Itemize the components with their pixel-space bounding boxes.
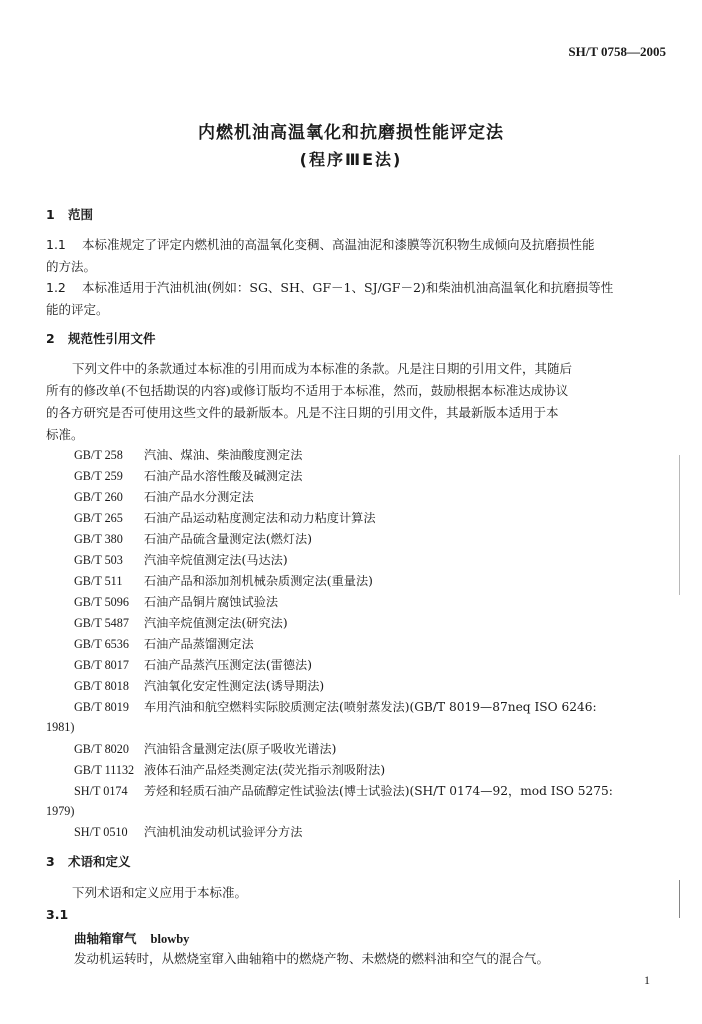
clause-1-2-number: 1.2: [46, 280, 66, 295]
document-title: 内燃机油高温氧化和抗磨损性能评定法: [198, 123, 504, 143]
section-2-intro-line1: 下列文件中的条款通过本标准的引用而成为本标准的条款。凡是注日期的引用文件，其随后: [72, 361, 573, 376]
reference-title: 汽油氧化安定性测定法(诱导期法): [144, 679, 325, 693]
section-3-title: 术语和定义: [68, 854, 131, 869]
term-entry: [74, 929, 189, 947]
section-1-number: 1: [46, 207, 55, 222]
reference-item: [74, 467, 302, 485]
reference-title: 石油产品水溶性酸及碱测定法: [144, 469, 303, 483]
reference-code: SH/T 0510: [74, 825, 128, 839]
reference-code: GB/T 380: [74, 532, 123, 546]
reference-item: [74, 614, 288, 632]
reference-code: GB/T 503: [74, 553, 123, 567]
section-2-intro-line2: 所有的修改单(不包括勘误的内容)或修订版均不适用于本标准，然而，鼓励根据本标准达成协议: [46, 383, 569, 398]
reference-item: [74, 677, 324, 695]
reference-title: 石油产品铜片腐蚀试验法: [144, 595, 279, 609]
term-definition: 发动机运转时，从燃烧室窜入曲轴箱中的燃烧产物、未燃烧的燃料油和空气的混合气。: [74, 951, 550, 966]
clause-1-1-text-line2: 的方法。: [46, 259, 97, 274]
scan-artifact-line: [679, 880, 680, 918]
reference-title: 石油产品蒸汽压测定法(雷德法): [144, 658, 312, 672]
reference-title: 汽油辛烷值测定法(研究法): [144, 616, 288, 630]
clause-1-1-text-line1: 本标准规定了评定内燃机油的高温氧化变稠、高温油泥和漆膜等沉积物生成倾向及抗磨损性能: [82, 237, 595, 252]
reference-item: [74, 782, 613, 800]
reference-item: [74, 761, 385, 779]
reference-title: 汽油辛烷值测定法(马达法): [144, 553, 288, 567]
reference-title: 石油产品硫含量测定法(燃灯法): [144, 532, 312, 546]
reference-item: [74, 509, 376, 527]
reference-item: [74, 446, 302, 464]
reference-code: GB/T 8020: [74, 742, 129, 756]
scan-artifact-line: [679, 455, 680, 595]
reference-code: SH/T 0174: [74, 784, 128, 798]
reference-code: GB/T 6536: [74, 637, 129, 651]
reference-code: GB/T 511: [74, 574, 123, 588]
reference-code: GB/T 260: [74, 490, 123, 504]
clause-1-2-text-line2: 能的评定。: [46, 302, 109, 317]
reference-code: GB/T 11132: [74, 763, 135, 777]
reference-code: GB/T 5487: [74, 616, 129, 630]
reference-title: 汽油、煤油、柴油酸度测定法: [144, 448, 303, 462]
term-chinese: 曲轴箱窜气: [74, 931, 137, 946]
reference-title: 芳烃和轻质石油产品硫醇定性试验法(博士试验法)(SH/T 0174—92，mod ISO 5275:: [144, 784, 613, 798]
section-2-heading: [46, 330, 666, 348]
clause-1-2: [46, 279, 666, 297]
reference-title: 石油产品蒸馏测定法: [144, 637, 254, 651]
reference-code: GB/T 258: [74, 448, 123, 462]
reference-title: 石油产品运动粘度测定法和动力粘度计算法: [144, 511, 376, 525]
reference-code: GB/T 8019: [74, 700, 129, 714]
section-1-title: 范围: [68, 207, 94, 222]
reference-item: [74, 740, 336, 758]
reference-title: 汽油机油发动机试验评分方法: [144, 825, 303, 839]
reference-continuation: 1981): [46, 720, 75, 734]
clause-1-1-number: 1.1: [46, 237, 66, 252]
reference-continuation: 1979): [46, 804, 75, 818]
reference-code: GB/T 265: [74, 511, 123, 525]
reference-item: [74, 823, 302, 841]
clause-1-2-text-line1: 本标准适用于汽油机油(例如：SG、SH、GF－1、SJ/GF－2)和柴油机油高温氧化和抗磨损等性: [82, 280, 614, 295]
section-2-title: 规范性引用文件: [68, 331, 156, 346]
section-2-intro-line4: 标准。: [46, 427, 84, 442]
reference-title: 车用汽油和航空燃料实际胶质测定法(喷射蒸发法)(GB/T 8019—87neq ISO 6246:: [144, 700, 597, 714]
reference-title: 汽油铅含量测定法(原子吸收光谱法): [144, 742, 337, 756]
reference-item: [74, 593, 278, 611]
reference-item: [74, 698, 597, 716]
section-2-number: 2: [46, 331, 55, 346]
reference-code: GB/T 259: [74, 469, 123, 483]
reference-item: [74, 551, 288, 569]
section-3-number: 3: [46, 854, 55, 869]
reference-item: [74, 635, 254, 653]
reference-code: GB/T 8017: [74, 658, 129, 672]
term-number: 3.1: [46, 907, 69, 922]
clause-1-1: [46, 236, 666, 254]
reference-code: GB/T 8018: [74, 679, 129, 693]
reference-title: 石油产品水分测定法: [144, 490, 254, 504]
section-3-intro: 下列术语和定义应用于本标准。: [72, 885, 248, 900]
page-number: 1: [644, 973, 650, 987]
section-2-intro-line3: 的各方研究是否可使用这些文件的最新版本。凡是不注日期的引用文件，其最新版本适用于本: [46, 405, 559, 420]
section-1-heading: [46, 206, 666, 224]
reference-item: [74, 530, 312, 548]
standard-code: SH/T 0758—2005: [568, 44, 666, 59]
reference-title: 液体石油产品烃类测定法(荧光指示剂吸附法): [144, 763, 386, 777]
reference-item: [74, 488, 254, 506]
term-english: blowby: [150, 932, 190, 946]
section-3-heading: [46, 853, 666, 871]
reference-title: 石油产品和添加剂机械杂质测定法(重量法): [144, 574, 373, 588]
reference-code: GB/T 5096: [74, 595, 129, 609]
reference-item: [74, 656, 312, 674]
reference-item: [74, 572, 373, 590]
document-subtitle: (程序ⅢE法): [299, 150, 403, 169]
